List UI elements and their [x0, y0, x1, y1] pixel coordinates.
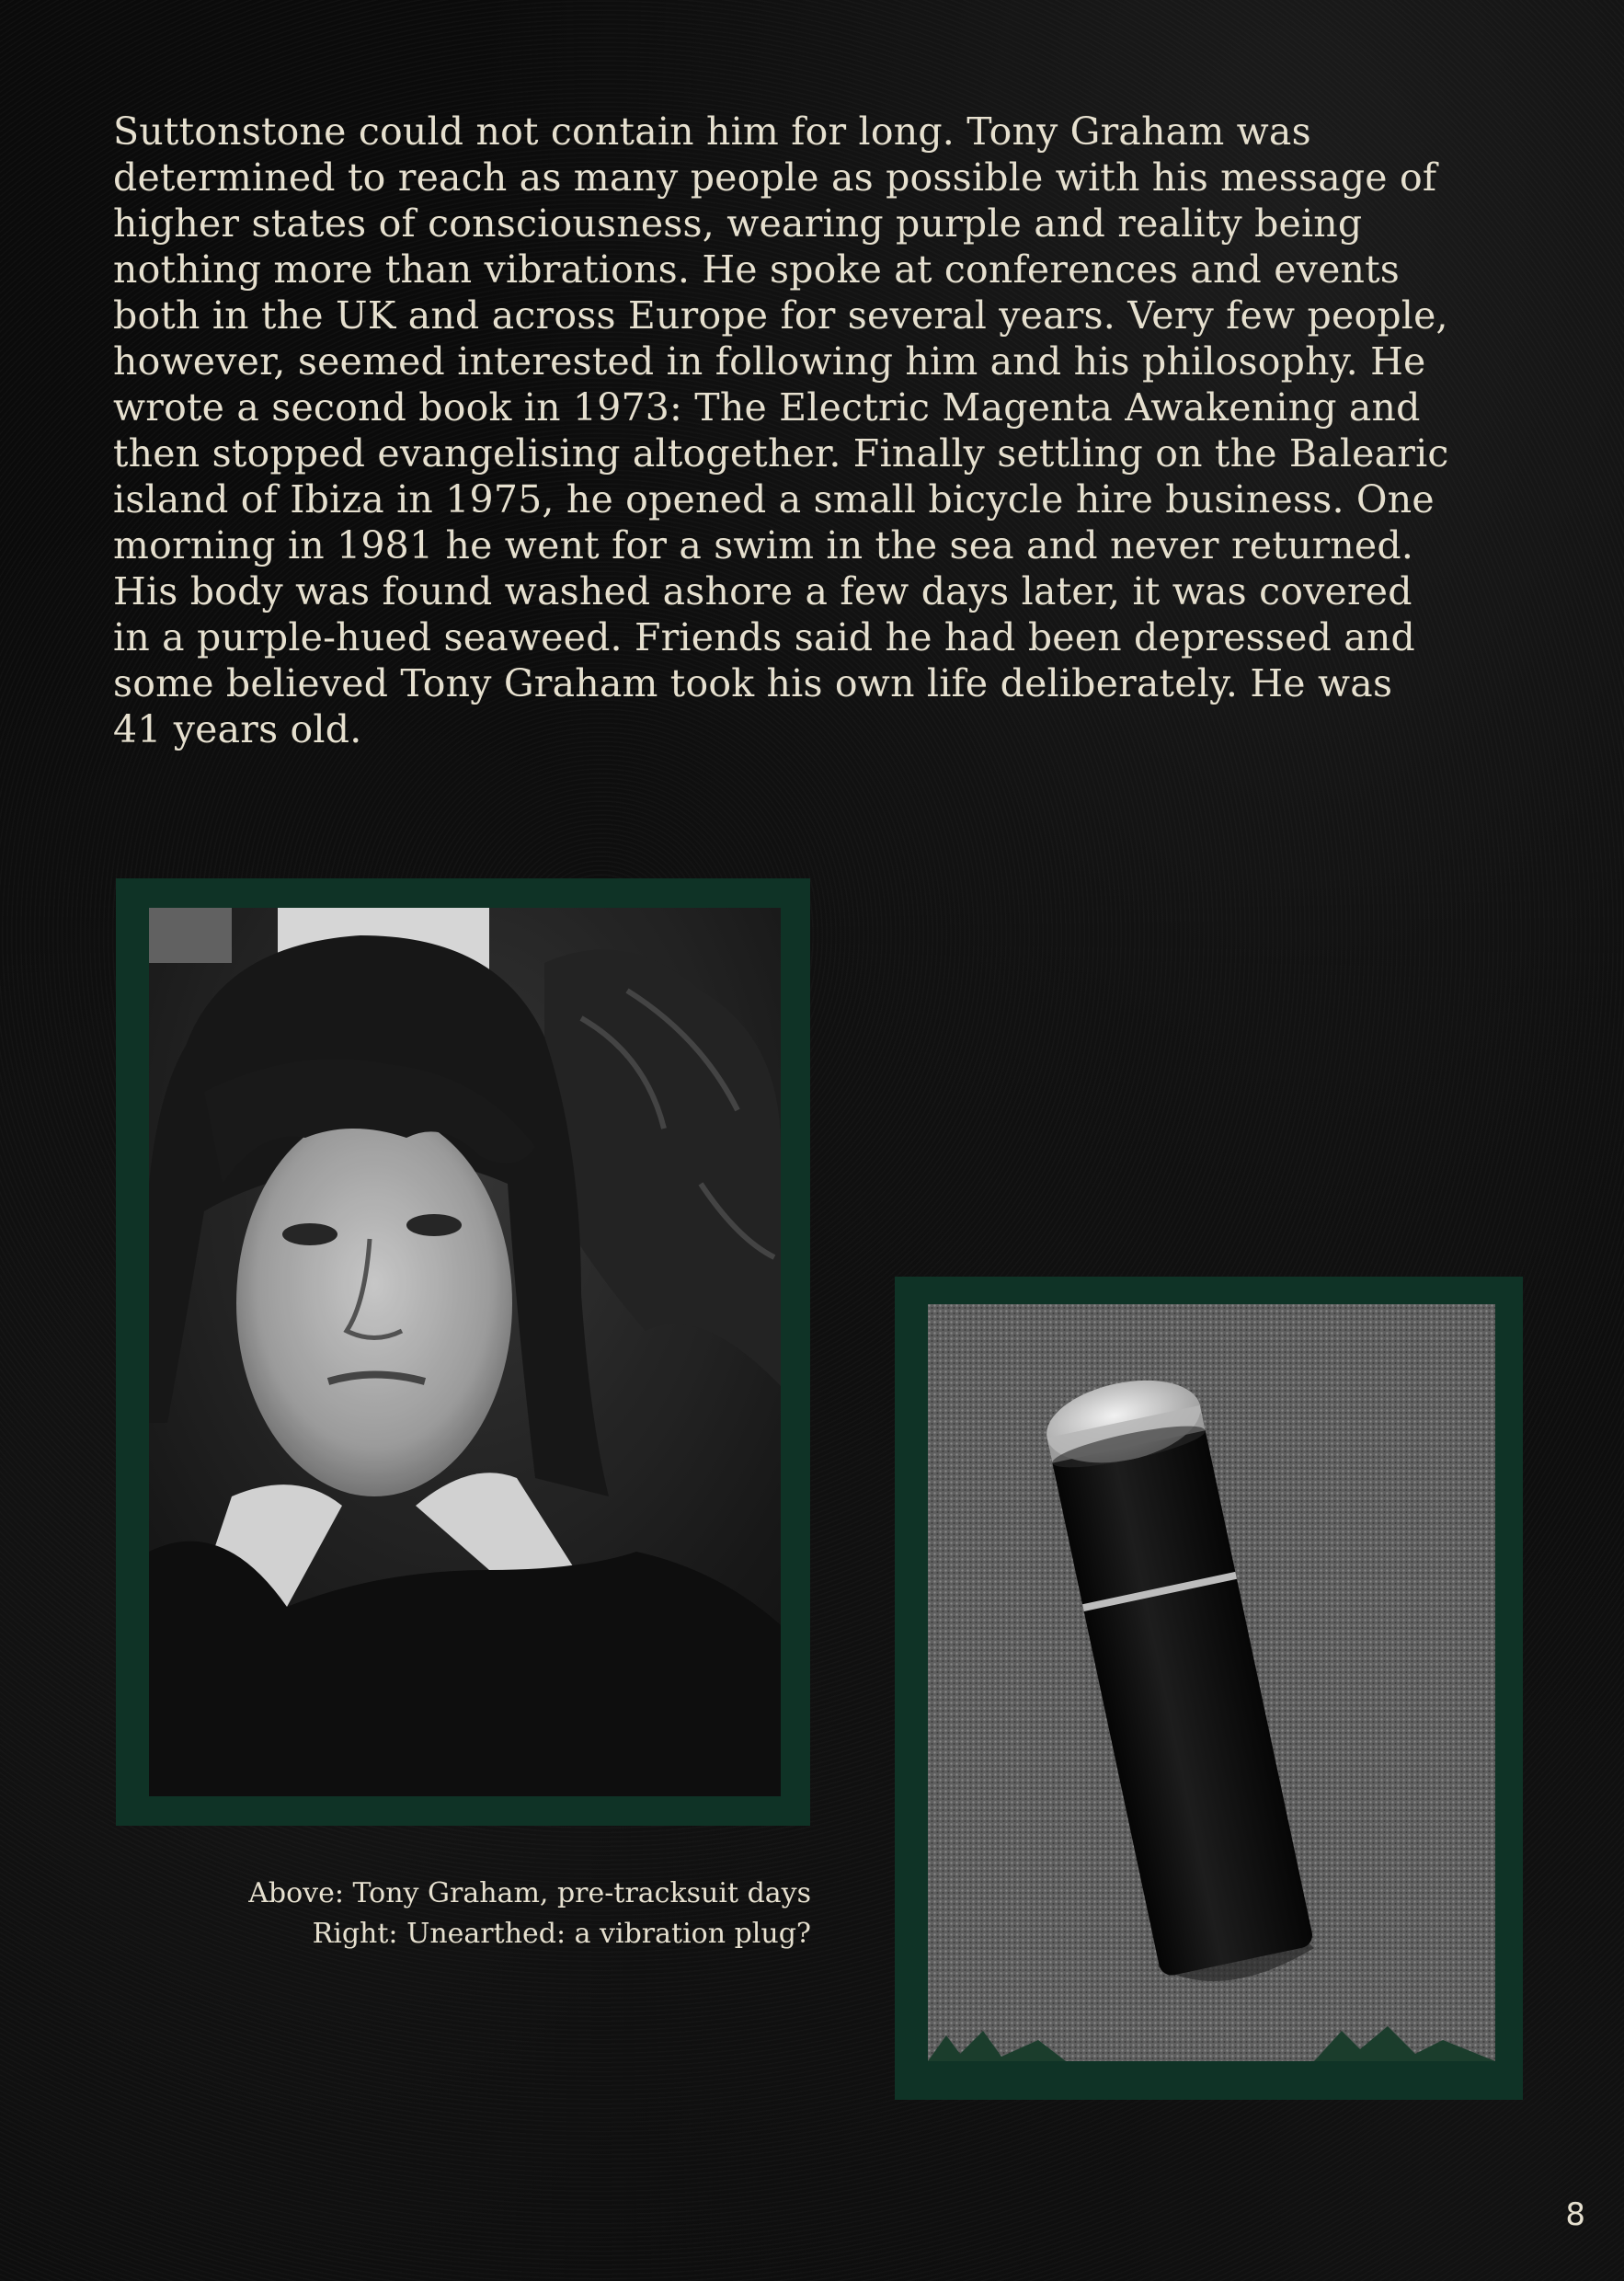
page-number: 8 — [1565, 2196, 1585, 2233]
portrait-photo — [149, 908, 781, 1796]
portrait-photo-frame — [116, 878, 810, 1826]
body-paragraph: Suttonstone could not contain him for long. Tony Graham was determined to reach as many people as possible with his message of higher states of consciousness, wearing purple and reality being nothing more than vibrations. He spoke at conferences and events both in the UK and across Europe for several years. Very few people, however, seemed interested in following him and his philosophy. He wrote a second book in 1973: The Electric Magenta Awakening and then stopped evangelising altogether. Finally settling on the Balearic island of Ibiza in 1975, he opened a small bicycle hire business. One morning in 1981 he went for a swim in the sea and never returned. His body was found washed ashore a few days later, it was covered in a purple-hued seaweed. Friends said he had been depressed and some believed Tony Graham took his own life deliberately. He was 41 years old. — [113, 109, 1449, 751]
caption-above: Above: Tony Graham, pre-tracksuit days — [248, 1877, 811, 1909]
caption-right: Right: Unearthed: a vibration plug? — [312, 1918, 811, 1950]
vibration-plug-photo-frame — [895, 1277, 1523, 2100]
vibration-plug-photo — [928, 1304, 1495, 2061]
